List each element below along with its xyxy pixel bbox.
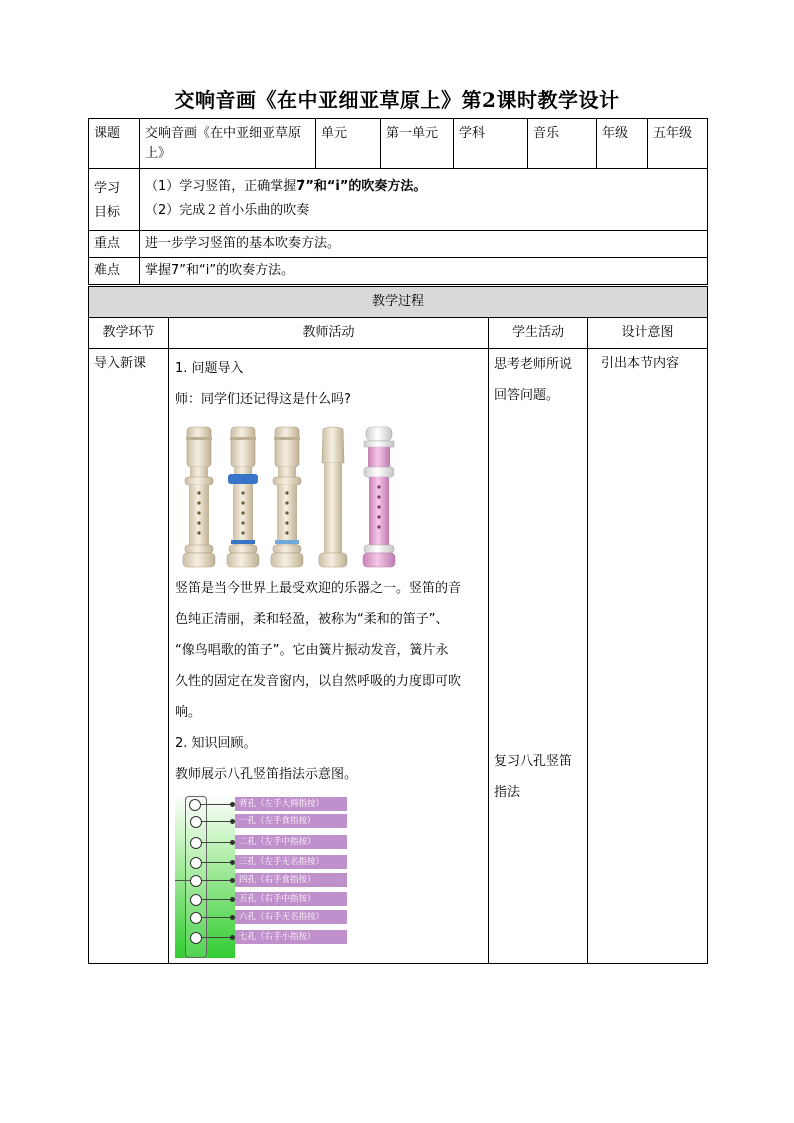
description-line: “像鸟唱歌的笛子”。它由簧片振动发音，簧片永	[175, 643, 449, 658]
finger-leader-line	[201, 842, 233, 843]
goal-1-bold: 7̇”和“i̇”的吹奏方法。	[296, 179, 427, 194]
key-value: 进一步学习竖笛的基本吹奏方法。	[140, 231, 708, 258]
finger-hole-icon	[190, 932, 202, 944]
finger-label: 三孔（左手无名指按）	[235, 855, 347, 869]
student-activity-cell	[489, 349, 588, 964]
finger-leader-line	[201, 937, 233, 938]
finger-hole-icon	[190, 875, 202, 887]
student-line: 指法	[494, 785, 521, 800]
description-line: 久性的固定在发音窗内，以自然呼吸的力度即可吹	[175, 674, 462, 689]
difficulty-value: 掌握7̇”和“i̇”的吹奏方法。	[140, 258, 708, 285]
recorder-5	[363, 427, 395, 567]
goal-2: （2）完成２首小乐曲的吹奏	[145, 203, 310, 218]
header-intent: 设计意图	[588, 318, 708, 349]
goal-1	[145, 175, 702, 199]
finger-label: 一孔（左手食指按）	[235, 814, 347, 828]
intent-value: 引出本节内容	[601, 356, 680, 371]
teacher-activity-cell	[169, 349, 489, 964]
finger-leader-line	[201, 804, 233, 805]
student-line: 回答问题。	[494, 388, 560, 403]
finger-hole-icon	[189, 799, 201, 811]
finger-leader-line	[201, 862, 233, 863]
grade-value: 五年级	[648, 119, 708, 169]
goals-label-line-1: 学习	[94, 181, 121, 196]
recorder-1	[183, 427, 215, 567]
finger-hole-icon	[190, 912, 202, 924]
description-line: 竖笛是当今世界上最受欢迎的乐器之一。竖笛的音	[175, 581, 462, 596]
finger-label: 六孔（右手无名指按）	[235, 910, 347, 924]
header-teacher: 教师活动	[169, 318, 489, 349]
topic-label: 课题	[89, 119, 140, 169]
finger-leader-line	[201, 899, 233, 900]
unit-label: 单元	[316, 119, 381, 169]
finger-hole-icon	[190, 837, 202, 849]
fingering-diagram	[175, 794, 350, 958]
student-activity-1	[494, 349, 582, 411]
student-line: 思考老师所说	[494, 357, 573, 372]
goal-1-prefix: （1）学习竖笛，正确掌握	[145, 179, 297, 194]
key-label: 重点	[89, 231, 140, 258]
topic-value: 交响音画《在中亚细亚草原上》	[140, 119, 316, 169]
recorder-4	[319, 427, 347, 567]
grade-label: 年级	[597, 119, 648, 169]
finger-leader-line	[201, 917, 233, 918]
stage-cell	[89, 349, 169, 964]
finger-label: 背孔（左手大拇指按）	[235, 797, 347, 811]
description-line: 色纯正清丽，柔和轻盈，被称为“柔和的笛子”、	[175, 612, 449, 627]
recorder-illustration	[175, 423, 415, 571]
recorder-2	[227, 427, 259, 567]
goals-label	[89, 169, 140, 231]
process-table	[88, 286, 708, 964]
goals-content	[140, 169, 708, 231]
subject-value: 音乐	[528, 119, 597, 169]
intent-cell	[588, 349, 708, 964]
info-table	[88, 118, 708, 285]
finger-label: 四孔（右手食指按）	[235, 873, 347, 887]
finger-hole-icon	[190, 857, 202, 869]
description-line: 响。	[175, 705, 202, 720]
item-1-title: 1. 问题导入	[175, 361, 244, 376]
finger-label: 五孔（右手中指按）	[235, 892, 347, 906]
difficulty-label: 难点	[89, 258, 140, 285]
header-stage: 教学环节	[89, 318, 169, 349]
goals-label-line-2: 目标	[94, 205, 121, 220]
finger-hole-icon	[190, 816, 202, 828]
recorder-images	[175, 423, 483, 571]
recorder-3	[271, 427, 303, 567]
finger-label: 二孔（左手中指按）	[235, 835, 347, 849]
unit-value: 第一单元	[381, 119, 454, 169]
finger-hole-icon	[190, 894, 202, 906]
header-student: 学生活动	[489, 318, 588, 349]
process-section-title: 教学过程	[89, 287, 708, 318]
item-2-title: 2. 知识回顾。	[175, 736, 257, 751]
finger-leader-line	[201, 821, 233, 822]
finger-label: 七孔（右手小指按）	[235, 930, 347, 944]
student-line: 复习八孔竖笛	[494, 754, 573, 769]
student-activity-2	[494, 746, 582, 808]
teacher-question: 师：同学们还记得这是什么吗?	[175, 391, 351, 407]
show-diagram-text: 教师展示八孔竖笛指法示意图。	[175, 767, 358, 782]
finger-leader-line	[201, 880, 233, 881]
stage-value: 导入新课	[94, 356, 147, 371]
subject-label: 学科	[454, 119, 528, 169]
recorder-description	[175, 573, 483, 728]
page-title: 交响音画《在中亚细亚草原上》第2课时教学设计	[174, 88, 620, 112]
